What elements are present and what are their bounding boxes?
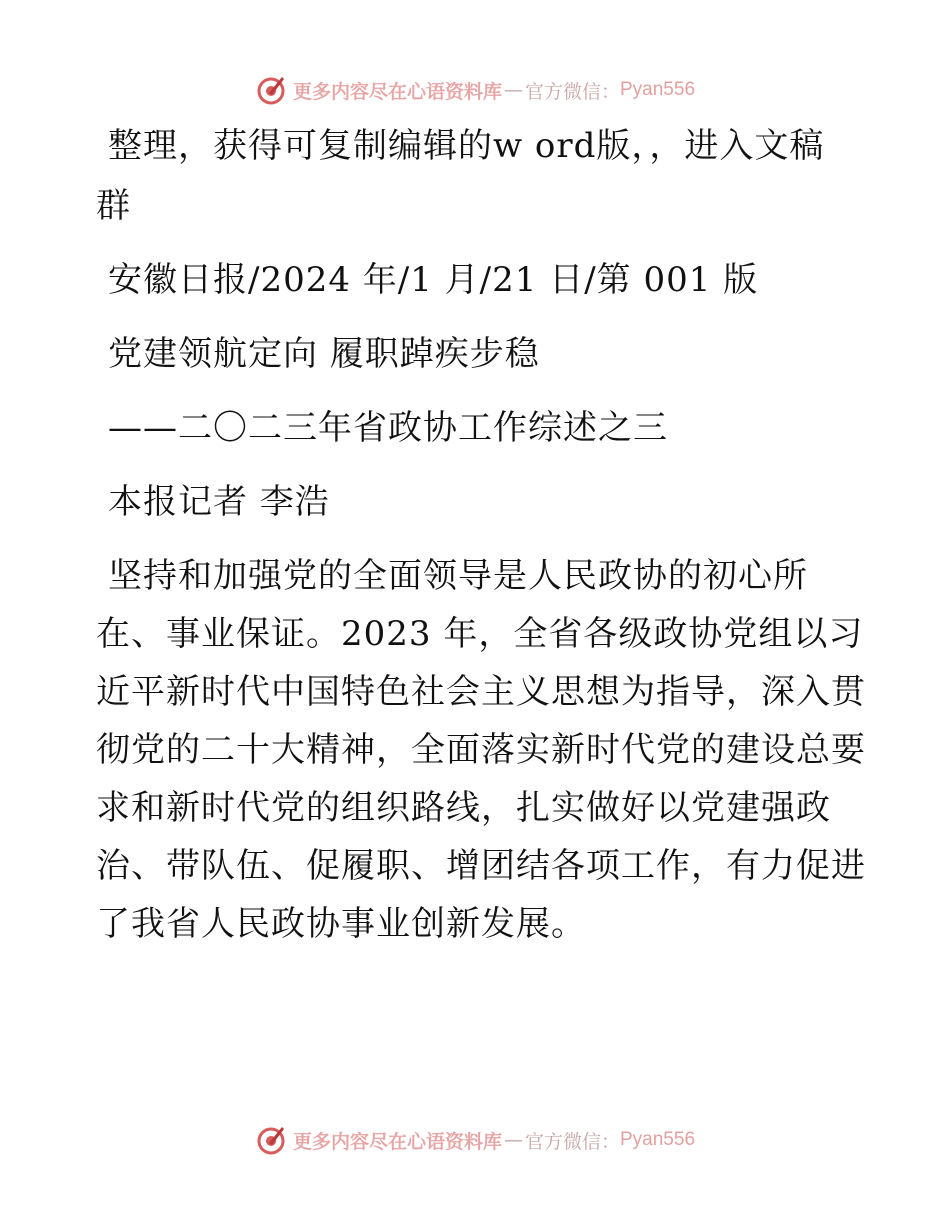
body-line: 坚持和加强党的全面领导是人民政协的初心所 (108, 556, 808, 596)
intro-line-2: 群 (96, 186, 131, 226)
body-line: 了我省人民政协事业创新发展。 (96, 904, 586, 944)
watermark-brand: 更多内容尽在心语资料库 (292, 80, 502, 103)
watermark-banner-bottom (0, 1120, 950, 1160)
watermark-separator: — (503, 1129, 523, 1151)
watermark-official-label: 官方微信： (524, 1130, 620, 1153)
body-line: 在、事业保证。2023 年，全省各级政协党组以习 (96, 614, 864, 654)
body-line: 彻党的二十大精神，全面落实新时代党的建设总要 (96, 730, 866, 770)
intro-line-1: 整理，获得可复制编辑的w ord版，，进入文稿 (108, 126, 825, 166)
watermark-separator: — (503, 79, 523, 101)
body-line: 治、带队伍、促履职、增团结各项工作，有力促进 (96, 846, 866, 886)
watermark-wechat-id: Pyan556 (620, 1129, 696, 1150)
watermark-wechat-id: Pyan556 (620, 79, 696, 100)
subheadline: ——二〇二三年省政协工作综述之三 (108, 408, 668, 448)
body-line: 近平新时代中国特色社会主义思想为指导，深入贯 (96, 672, 866, 712)
watermark-official-label: 官方微信： (524, 80, 620, 103)
headline: 党建领航定向 履职踔疾步稳 (108, 334, 540, 374)
quill-circle-logo-icon (255, 1124, 287, 1156)
quill-circle-logo-icon (255, 74, 287, 106)
watermark-brand: 更多内容尽在心语资料库 (292, 1130, 502, 1153)
watermark-banner-top (0, 70, 950, 110)
body-line: 求和新时代党的组织路线，扎实做好以党建强政 (96, 788, 831, 828)
byline: 本报记者 李浩 (108, 482, 330, 522)
source-line: 安徽日报/2024 年/1 月/21 日/第 001 版 (108, 260, 759, 300)
